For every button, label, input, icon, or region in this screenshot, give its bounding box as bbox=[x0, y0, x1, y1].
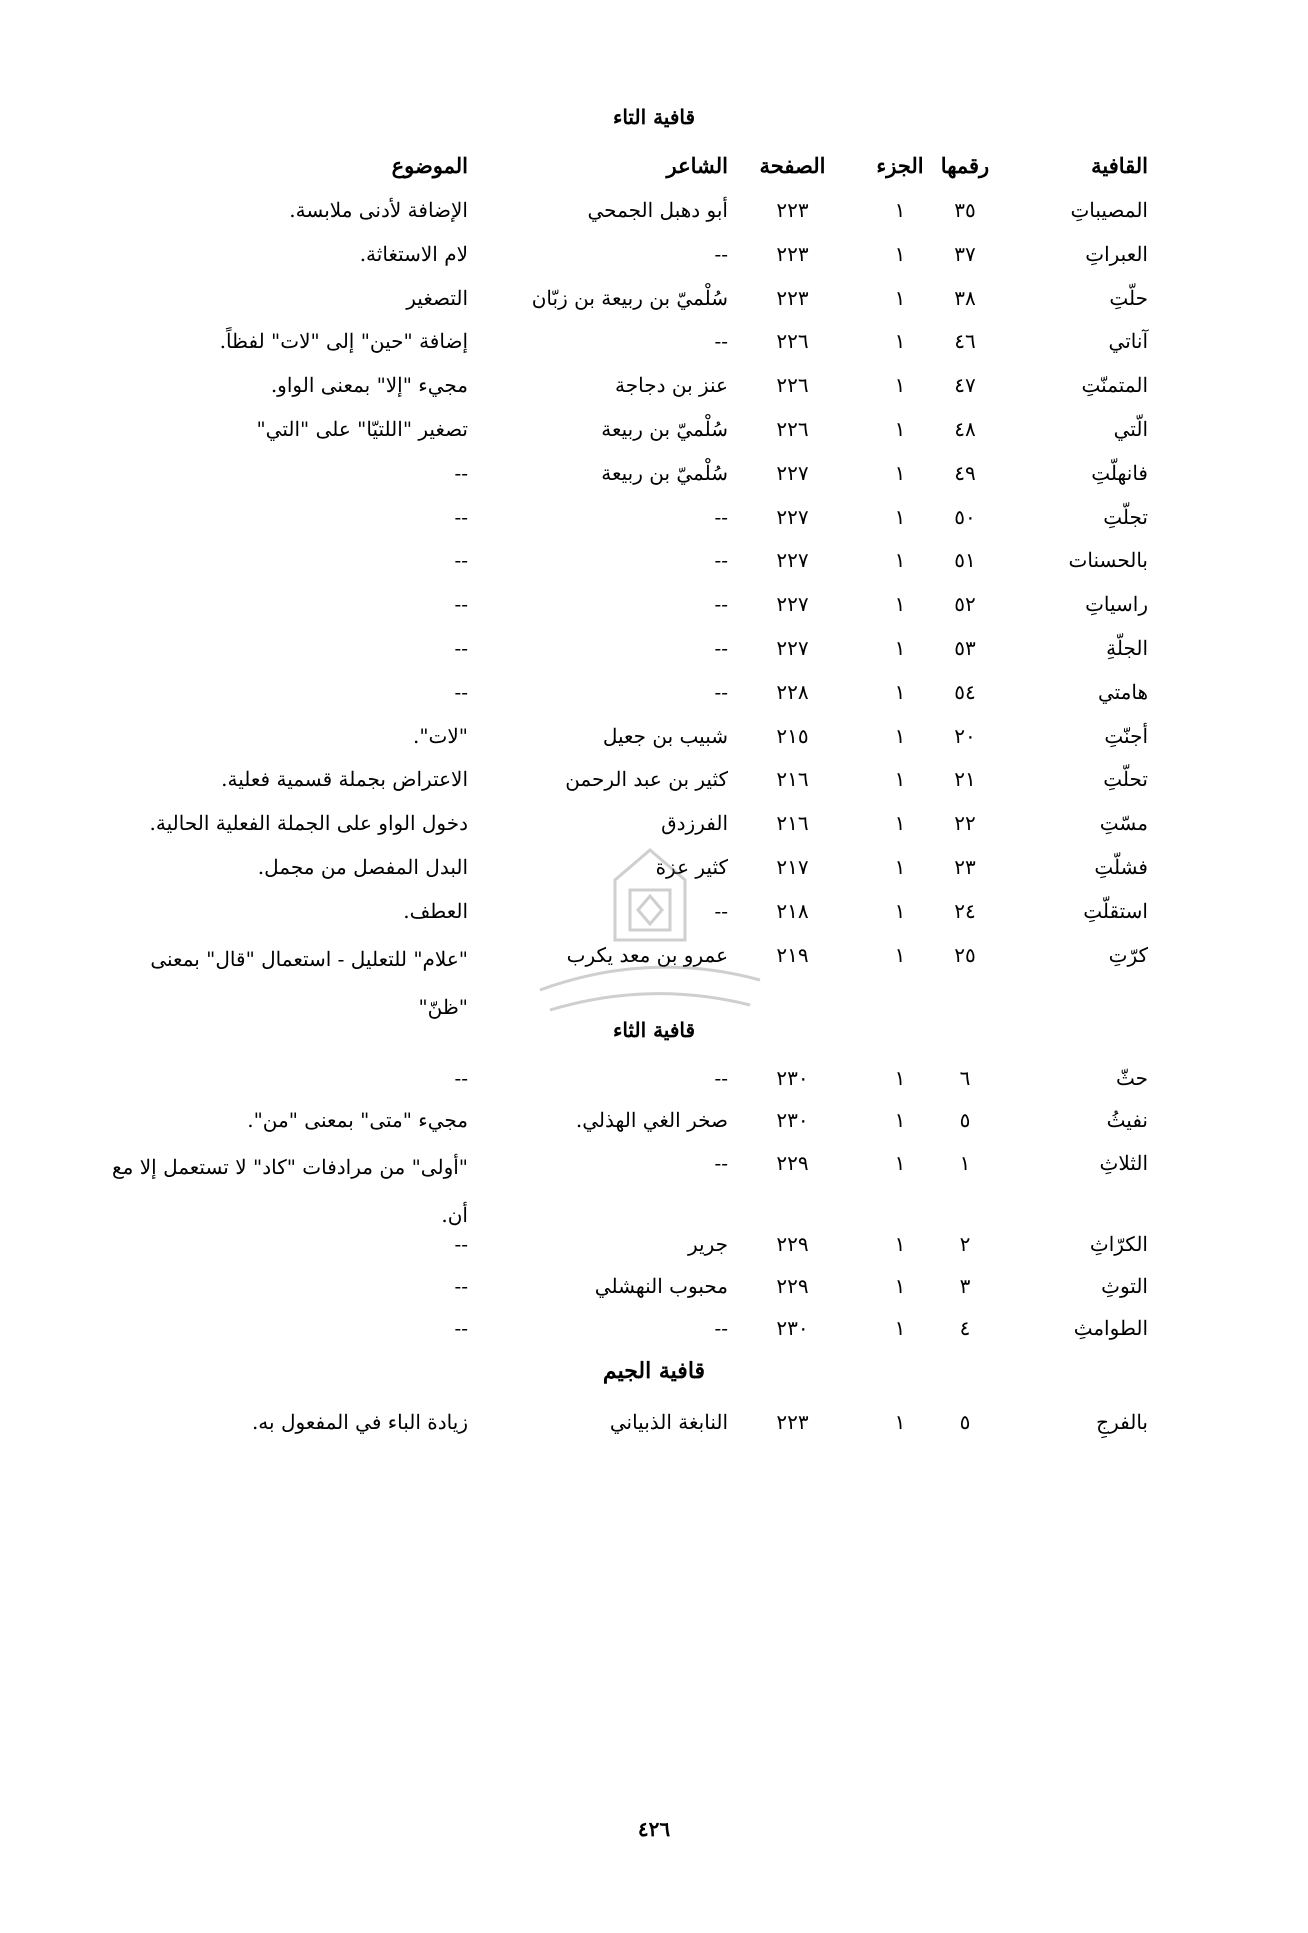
cell-qafia: العبراتِ bbox=[1085, 241, 1148, 266]
cell-qafia: فشلّتِ bbox=[1094, 855, 1148, 879]
cell-topic: دخول الواو على الجملة الفعلية الحالية. bbox=[149, 811, 468, 836]
cell-juz: ١ bbox=[894, 1410, 906, 1434]
table-row bbox=[0, 1308, 1308, 1348]
cell-poet: الفرزدق bbox=[661, 811, 728, 836]
cell-topic: مجيء "إلا" بمعنى الواو. bbox=[270, 373, 468, 398]
cell-page: ٢٢٩ bbox=[776, 1274, 809, 1298]
cell-poet: محبوب النهشلي bbox=[594, 1274, 728, 1298]
table-row bbox=[0, 234, 1308, 274]
cell-poet: أبو دهبل الجمحي bbox=[587, 198, 728, 222]
cell-num: ٢ bbox=[959, 1232, 971, 1256]
cell-poet: -- bbox=[714, 898, 728, 923]
cell-topic: -- bbox=[454, 504, 468, 529]
table-row bbox=[0, 1143, 1308, 1227]
cell-qafia: الكرّاثِ bbox=[1089, 1232, 1148, 1256]
cell-juz: ١ bbox=[894, 460, 906, 485]
cell-juz: ١ bbox=[894, 1274, 906, 1298]
cell-page: ٢١٦ bbox=[776, 767, 809, 792]
cell-page: ٢٢٧ bbox=[776, 460, 809, 485]
table-row bbox=[0, 1224, 1308, 1264]
cell-qafia: استقلّتِ bbox=[1083, 898, 1148, 923]
cell-poet: شبيب بن جعيل bbox=[602, 723, 728, 748]
cell-page: ٢٢٧ bbox=[776, 592, 809, 617]
cell-poet: عمرو بن معد يكرب bbox=[566, 942, 728, 967]
cell-juz: ١ bbox=[894, 241, 906, 266]
cell-juz: ١ bbox=[894, 548, 906, 573]
page-number: ٤٢٦ bbox=[637, 1817, 671, 1841]
cell-num: ٥ bbox=[959, 1410, 971, 1434]
cell-juz: ١ bbox=[894, 942, 906, 967]
table-row bbox=[0, 497, 1308, 537]
cell-num: ٤٦ bbox=[954, 329, 976, 354]
cell-page: ٢٣٠ bbox=[776, 1066, 809, 1090]
cell-qafia: المتمنّتِ bbox=[1081, 373, 1148, 398]
cell-topic: البدل المفصل من مجمل. bbox=[257, 855, 468, 879]
header-page: الصفحة bbox=[759, 153, 826, 178]
cell-juz: ١ bbox=[894, 855, 906, 879]
cell-num: ٦ bbox=[959, 1066, 971, 1090]
cell-num: ٥٤ bbox=[954, 679, 976, 704]
cell-topic: -- bbox=[454, 1274, 468, 1298]
cell-page: ٢١٩ bbox=[776, 942, 809, 967]
cell-poet: -- bbox=[714, 592, 728, 617]
table-row bbox=[0, 1402, 1308, 1442]
cell-juz: ١ bbox=[894, 767, 906, 792]
cell-page: ٢٢٩ bbox=[776, 1151, 809, 1175]
cell-juz: ١ bbox=[894, 811, 906, 836]
cell-poet: كثير عزة bbox=[655, 855, 728, 879]
cell-num: ٣٧ bbox=[954, 241, 976, 266]
cell-juz: ١ bbox=[894, 898, 906, 923]
cell-page: ٢٢٣ bbox=[776, 241, 809, 266]
cell-num: ٤٧ bbox=[954, 373, 976, 398]
cell-poet: النابغة الذبياني bbox=[609, 1410, 728, 1434]
table-row bbox=[0, 278, 1308, 318]
cell-qafia: حثّ bbox=[1115, 1066, 1148, 1090]
cell-num: ٢٢ bbox=[954, 811, 976, 836]
cell-juz: ١ bbox=[894, 504, 906, 529]
cell-juz: ١ bbox=[894, 723, 906, 748]
cell-poet: -- bbox=[714, 1316, 728, 1340]
cell-num: ٥١ bbox=[954, 548, 976, 573]
section-title-ta: قافية التاء bbox=[612, 105, 696, 129]
header-topic: الموضوع bbox=[391, 153, 468, 178]
table-row bbox=[0, 409, 1308, 449]
cell-juz: ١ bbox=[894, 1151, 906, 1175]
cell-topic: لام الاستغاثة. bbox=[359, 241, 468, 266]
cell-page: ٢٢٧ bbox=[776, 548, 809, 573]
cell-page: ٢٣٠ bbox=[776, 1316, 809, 1340]
cell-num: ٤٨ bbox=[954, 417, 976, 441]
table-header bbox=[0, 146, 1308, 186]
header-qafia: القافية bbox=[1091, 153, 1148, 178]
cell-qafia: أجنّتِ bbox=[1104, 723, 1148, 748]
cell-qafia: هامتي bbox=[1097, 679, 1148, 704]
section-title-jim: قافية الجيم bbox=[602, 1358, 706, 1384]
cell-num: ٥٠ bbox=[954, 504, 976, 529]
cell-qafia: فانهلّتِ bbox=[1091, 460, 1148, 485]
cell-topic: "علام" للتعليل - استعمال "قال" بمعنى "ظنّ" bbox=[150, 946, 468, 1019]
cell-num: ٢٣ bbox=[954, 855, 976, 879]
cell-juz: ١ bbox=[894, 1232, 906, 1256]
cell-qafia: الّتي bbox=[1113, 417, 1148, 441]
cell-poet: -- bbox=[714, 679, 728, 704]
cell-poet: -- bbox=[714, 329, 728, 354]
cell-page: ٢٢٣ bbox=[776, 1410, 809, 1434]
table-row bbox=[0, 759, 1308, 799]
cell-page: ٢٢٩ bbox=[776, 1232, 809, 1256]
cell-juz: ١ bbox=[894, 1316, 906, 1340]
cell-poet: كثير بن عبد الرحمن bbox=[565, 767, 728, 792]
cell-poet: -- bbox=[714, 548, 728, 573]
cell-topic: -- bbox=[454, 636, 468, 660]
cell-page: ٢١٦ bbox=[776, 811, 809, 836]
cell-poet: سُلْميّ بن ربيعة بن زبّان bbox=[531, 285, 728, 310]
cell-num: ٤٩ bbox=[954, 460, 976, 485]
table-row bbox=[0, 1100, 1308, 1140]
cell-qafia: نفيثُ bbox=[1106, 1108, 1148, 1132]
cell-page: ٢١٥ bbox=[776, 723, 809, 748]
table-row bbox=[0, 190, 1308, 230]
table-row bbox=[0, 584, 1308, 624]
cell-topic: إضافة "حين" إلى "لات" لفظاً. bbox=[219, 329, 468, 354]
cell-poet: -- bbox=[714, 504, 728, 529]
cell-juz: ١ bbox=[894, 592, 906, 617]
cell-topic: مجيء "متى" بمعنى "من". bbox=[247, 1108, 468, 1132]
cell-topic: الإضافة لأدنى ملابسة. bbox=[289, 198, 468, 222]
cell-num: ٣ bbox=[959, 1274, 971, 1298]
cell-num: ٥٣ bbox=[954, 636, 976, 660]
cell-juz: ١ bbox=[894, 636, 906, 660]
cell-num: ٣٥ bbox=[954, 198, 976, 222]
cell-poet: سُلْميّ بن ربيعة bbox=[601, 460, 728, 485]
cell-qafia: الجلّةِ bbox=[1106, 636, 1148, 660]
cell-num: ٥٢ bbox=[954, 592, 976, 617]
cell-topic: تصغير "اللتيّا" على "التي" bbox=[256, 417, 468, 441]
cell-page: ٢١٨ bbox=[776, 898, 809, 923]
cell-qafia: مسّتِ bbox=[1099, 811, 1148, 836]
table-row bbox=[0, 453, 1308, 493]
cell-poet: -- bbox=[714, 241, 728, 266]
cell-page: ٢٢٣ bbox=[776, 198, 809, 222]
cell-poet: جرير bbox=[688, 1232, 728, 1256]
cell-topic: -- bbox=[454, 1316, 468, 1340]
cell-page: ٢٢٣ bbox=[776, 285, 809, 310]
cell-poet: -- bbox=[714, 636, 728, 660]
cell-juz: ١ bbox=[894, 198, 906, 222]
cell-qafia: بالفرجِ bbox=[1096, 1410, 1148, 1434]
cell-juz: ١ bbox=[894, 329, 906, 354]
cell-poet: صخر الغي الهذلي. bbox=[575, 1108, 728, 1132]
cell-topic: -- bbox=[454, 679, 468, 704]
cell-page: ٢١٧ bbox=[776, 855, 809, 879]
table-row bbox=[0, 321, 1308, 361]
cell-num: ٣٨ bbox=[954, 285, 976, 310]
cell-page: ٢٢٦ bbox=[776, 373, 809, 398]
cell-qafia: حلّتِ bbox=[1109, 285, 1148, 310]
cell-qafia: آناتي bbox=[1108, 329, 1148, 354]
cell-topic: التصغير bbox=[406, 285, 468, 310]
cell-topic: -- bbox=[454, 1066, 468, 1090]
header-juz: الجزء bbox=[876, 153, 924, 178]
header-poet: الشاعر bbox=[666, 153, 728, 178]
cell-juz: ١ bbox=[894, 679, 906, 704]
cell-qafia: الطوامثِ bbox=[1073, 1316, 1148, 1340]
cell-topic: -- bbox=[454, 548, 468, 573]
cell-num: ٤ bbox=[959, 1316, 971, 1340]
cell-juz: ١ bbox=[894, 417, 906, 441]
header-num: رقمها bbox=[940, 153, 990, 178]
cell-qafia: تحلّتِ bbox=[1103, 767, 1148, 792]
cell-qafia: تجلّتِ bbox=[1103, 504, 1148, 529]
cell-topic: "لات". bbox=[413, 723, 468, 748]
cell-juz: ١ bbox=[894, 1066, 906, 1090]
cell-page: ٢٢٨ bbox=[776, 679, 809, 704]
cell-juz: ١ bbox=[894, 285, 906, 310]
cell-topic: "أولى" من مرادفات "كاد" لا تستعمل إلا مع أن. bbox=[112, 1155, 468, 1227]
cell-qafia: المصيباتِ bbox=[1070, 198, 1148, 222]
table-row bbox=[0, 628, 1308, 668]
table-row bbox=[0, 1266, 1308, 1306]
table-row bbox=[0, 540, 1308, 580]
cell-page: ٢٢٦ bbox=[776, 417, 809, 441]
cell-poet: -- bbox=[714, 1066, 728, 1090]
cell-page: ٢٢٧ bbox=[776, 504, 809, 529]
cell-page: ٢٣٠ bbox=[776, 1108, 809, 1132]
cell-qafia: التوثِ bbox=[1101, 1274, 1148, 1298]
cell-juz: ١ bbox=[894, 1108, 906, 1132]
table-row bbox=[0, 716, 1308, 756]
cell-qafia: الثلاثِ bbox=[1099, 1151, 1148, 1175]
cell-poet: سُلْميّ بن ربيعة bbox=[601, 417, 728, 441]
cell-juz: ١ bbox=[894, 373, 906, 398]
cell-topic: -- bbox=[454, 592, 468, 617]
cell-topic: زيادة الباء في المفعول به. bbox=[251, 1410, 468, 1434]
cell-num: ٢٥ bbox=[954, 942, 976, 967]
section-title-tha: قافية الثاء bbox=[612, 1018, 696, 1042]
watermark-stamp bbox=[500, 830, 800, 1070]
cell-qafia: كرّتِ bbox=[1108, 942, 1148, 967]
cell-topic: -- bbox=[454, 1232, 468, 1256]
cell-poet: -- bbox=[714, 1151, 728, 1175]
cell-poet: عنز بن دجاجة bbox=[615, 373, 728, 398]
cell-topic: العطف. bbox=[403, 898, 468, 923]
cell-qafia: بالحسنات bbox=[1068, 548, 1148, 573]
cell-qafia: راسياتِ bbox=[1085, 592, 1148, 617]
cell-num: ٢٠ bbox=[954, 723, 976, 748]
cell-num: ١ bbox=[959, 1151, 971, 1175]
cell-num: ٢٤ bbox=[954, 898, 976, 923]
cell-topic: الاعتراض بجملة قسمية فعلية. bbox=[221, 767, 468, 792]
cell-page: ٢٢٧ bbox=[776, 636, 809, 660]
cell-topic: -- bbox=[454, 460, 468, 485]
cell-num: ٢١ bbox=[954, 767, 976, 792]
cell-num: ٥ bbox=[959, 1108, 971, 1132]
cell-page: ٢٢٦ bbox=[776, 329, 809, 354]
table-row bbox=[0, 672, 1308, 712]
table-row bbox=[0, 365, 1308, 405]
